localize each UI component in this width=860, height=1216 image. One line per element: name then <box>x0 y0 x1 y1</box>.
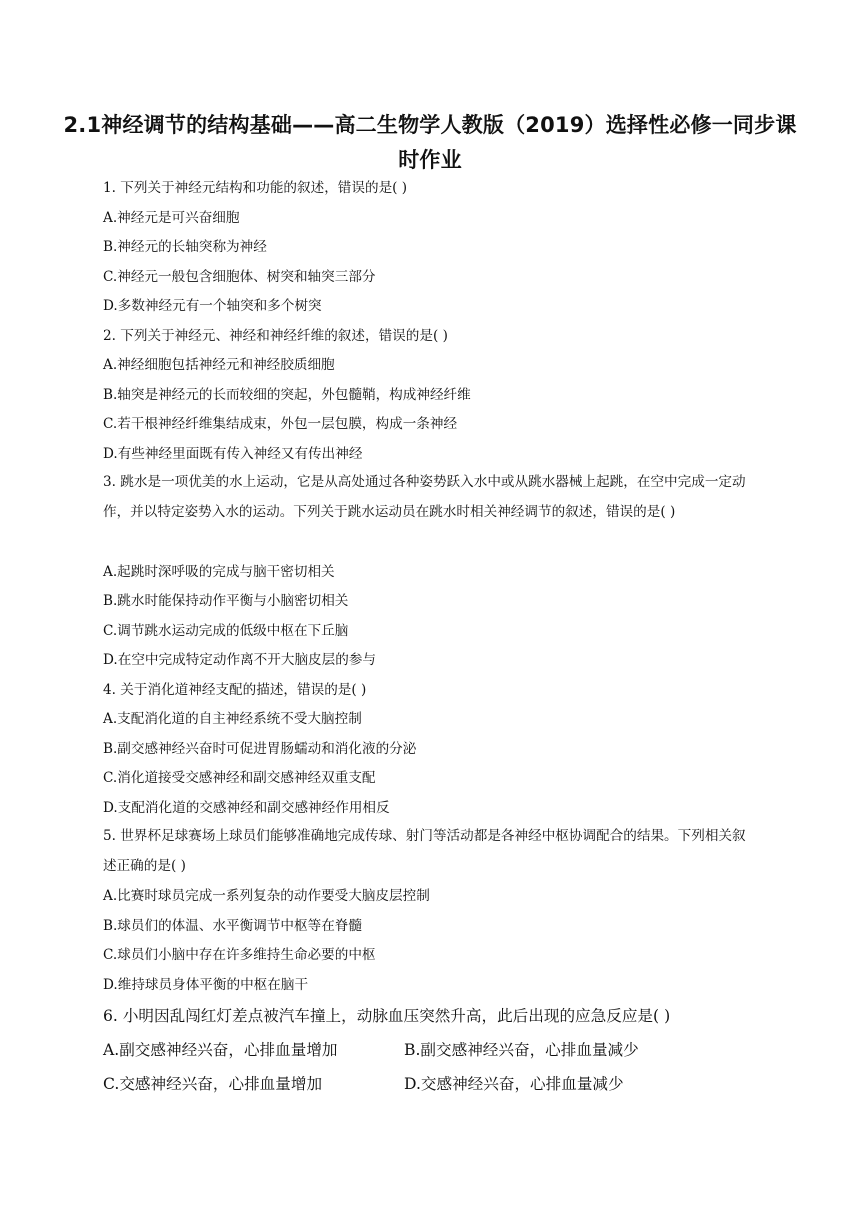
question-2-stem: 2. 下列关于神经元、神经和神经纤维的叙述，错误的是( ) <box>103 328 448 344</box>
question-1-option-c: C.神经元一般包含细胞体、树突和轴突三部分 <box>103 269 376 285</box>
question-1-option-a: A.神经元是可兴奋细胞 <box>103 210 240 226</box>
question-5-stem: 5. 世界杯足球赛场上球员们能够准确地完成传球、射门等活动都是各神经中枢协调配合的结果。下列相关叙述正确的是( ) <box>103 828 746 874</box>
question-4-stem: 4. 关于消化道神经支配的描述，错误的是( ) <box>103 682 367 698</box>
question-3-option-a: A.起跳时深呼吸的完成与脑干密切相关 <box>103 564 335 580</box>
question-3-option-c: C.调节跳水运动完成的低级中枢在下丘脑 <box>103 623 349 639</box>
question-1-option-b: B.神经元的长轴突称为神经 <box>103 239 267 255</box>
question-5-option-a: A.比赛时球员完成一系列复杂的动作要受大脑皮层控制 <box>103 888 430 904</box>
question-5-option-c: C.球员们小脑中存在许多维持生命必要的中枢 <box>103 947 376 963</box>
question-2-option-d: D.有些神经里面既有传入神经又有传出神经 <box>103 446 363 462</box>
question-6-option-a: A.副交感神经兴奋，心排血量增加 <box>103 1041 338 1059</box>
question-6-stem: 6. 小明因乱闯红灯差点被汽车撞上，动脉血压突然升高，此后出现的应急反应是( ) <box>103 1007 671 1025</box>
question-2-option-a: A.神经细胞包括神经元和神经胶质细胞 <box>103 357 335 373</box>
question-3-option-d: D.在空中完成特定动作离不开大脑皮层的参与 <box>103 652 377 668</box>
question-1-stem: 1. 下列关于神经元结构和功能的叙述，错误的是( ) <box>103 180 408 196</box>
question-5-option-b: B.球员们的体温、水平衡调节中枢等在脊髓 <box>103 918 362 934</box>
question-3-stem: 3. 跳水是一项优美的水上运动，它是从高处通过各种姿势跃入水中或从跳水器械上起跳，在空中完成一定动作，并以特定姿势入水的运动。下列关于跳水运动员在跳水时相关神经调节的叙述，错误的是( ) <box>103 474 746 520</box>
question-6-option-c: C.交感神经兴奋，心排血量增加 <box>103 1075 323 1093</box>
question-4-option-b: B.副交感神经兴奋时可促进胃肠蠕动和消化液的分泌 <box>103 741 417 757</box>
question-4-option-a: A.支配消化道的自主神经系统不受大脑控制 <box>103 711 362 727</box>
question-3-option-b: B.跳水时能保持动作平衡与小脑密切相关 <box>103 593 349 609</box>
question-2-option-b: B.轴突是神经元的长而较细的突起，外包髓鞘，构成神经纤维 <box>103 387 471 403</box>
question-5-option-d: D.维持球员身体平衡的中枢在脑干 <box>103 977 309 993</box>
question-2-option-c: C.若干根神经纤维集结成束，外包一层包膜，构成一条神经 <box>103 416 458 432</box>
question-4-option-c: C.消化道接受交感神经和副交感神经双重支配 <box>103 770 376 786</box>
question-6-option-d: D.交感神经兴奋，心排血量减少 <box>404 1075 624 1093</box>
question-6-option-b: B.副交感神经兴奋，心排血量减少 <box>404 1041 639 1059</box>
question-1-option-d: D.多数神经元有一个轴突和多个树突 <box>103 298 322 314</box>
document-title: 2.1神经调节的结构基础——高二生物学人教版（2019）选择性必修一同步课时作业 <box>63 113 797 172</box>
question-4-option-d: D.支配消化道的交感神经和副交感神经作用相反 <box>103 800 390 816</box>
